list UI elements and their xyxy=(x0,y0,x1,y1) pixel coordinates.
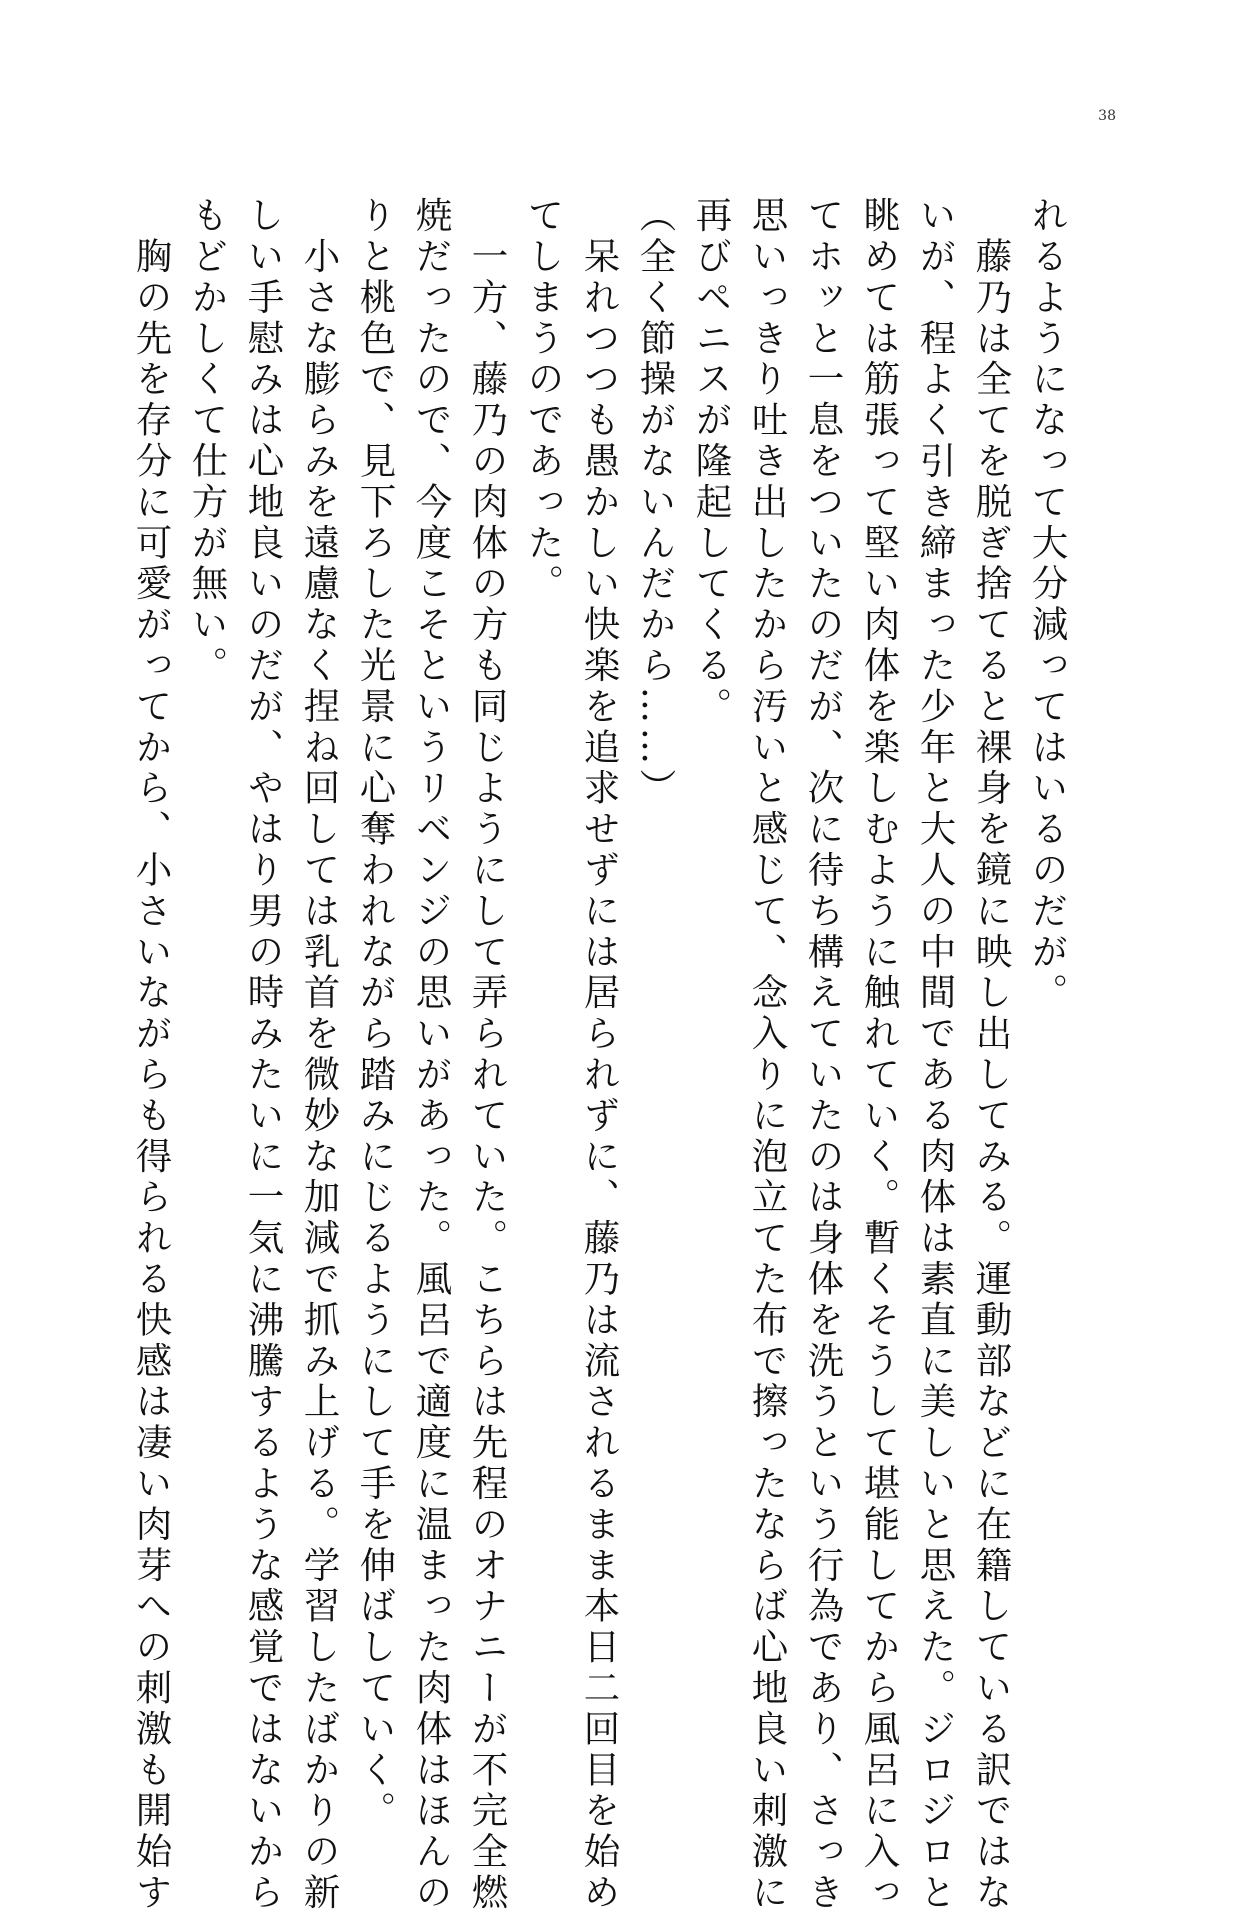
text-line: 胸の先を存分に可愛がってから、小さいながらも得られる快感は凄い肉芽への刺激も開始す xyxy=(130,196,173,1914)
page-number: 38 xyxy=(1098,108,1116,124)
text-line: りと桃色で、見下ろした光景に心奪われながら踏みにじるようにして手を伸ばしていく。 xyxy=(354,196,397,1832)
vertical-body-text xyxy=(130,196,1075,1914)
text-line: （全く節操がないんだから……） xyxy=(634,196,677,810)
text-line: いが、程よく引き締まった少年と大人の中間である肉体は素直に美しいと思えた。ジロジロと xyxy=(914,196,957,1914)
text-line: てしまうのであった。 xyxy=(522,196,565,605)
text-line: しい手慰みは心地良いのだが、やはり男の時みたいに一気に沸騰するような感覚ではないから xyxy=(242,196,285,1914)
text-line: 思いっきり吐き出したから汚いと感じて、念入りに泡立てた布で擦ったならば心地良い刺激に xyxy=(746,196,789,1914)
text-line: 一方、藤乃の肉体の方も同じようにして弄られていた。こちらは先程のオナニーが不完全燃 xyxy=(466,196,509,1914)
text-line: もどかしくて仕方が無い。 xyxy=(186,196,229,687)
text-line: 藤乃は全てを脱ぎ捨てると裸身を鏡に映し出してみる。運動部などに在籍している訳ではな xyxy=(970,196,1013,1914)
text-line: 小さな膨らみを遠慮なく捏ね回しては乳首を微妙な加減で抓み上げる。学習したばかりの新 xyxy=(298,196,341,1914)
text-line: 呆れつつも愚かしい快楽を追求せずには居られずに、藤乃は流されるまま本日二回目を始め xyxy=(578,196,621,1914)
text-line: 焼だったので、今度こそというリベンジの思いがあった。風呂で適度に温まった肉体はほんの xyxy=(410,196,453,1914)
text-line: てホッと一息をついたのだが、次に待ち構えていたのは身体を洗うという行為であり、さっき xyxy=(802,196,845,1914)
text-line: れるようになって大分減ってはいるのだが。 xyxy=(1026,196,1069,1014)
text-line: 再びペニスが隆起してくる。 xyxy=(690,196,733,728)
text-line: 眺めては筋張って堅い肉体を楽しむように触れていく。暫くそうして堪能してから風呂に入っ xyxy=(858,196,901,1914)
